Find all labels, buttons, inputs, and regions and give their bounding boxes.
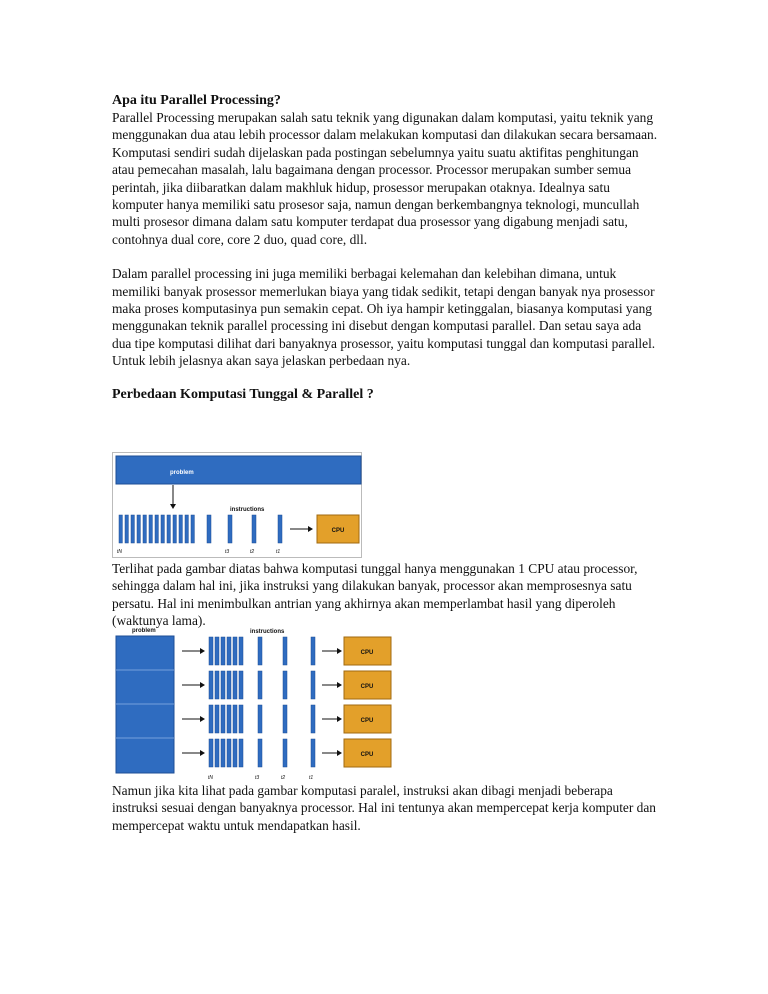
paragraph: Namun jika kita lihat pada gambar komputasi paralel, instruksi akan dibagi menjadi beberapa instruksi sesuai dengan banyaknya processor. Hal ini tentunya akan mempercepat kerja komputer dan mempercepat waktu untuk mendapatkan hasil. [112,783,657,833]
paragraph: Terlihat pada gambar diatas bahwa komputasi tunggal hanya menggunakan 1 CPU atau processor, sehingga dalam hal ini, jika instruksi yang dilakukan banyak, processor akan memprosesnya satu persatu. Hal ini menimbulkan antrian yang akhirnya akan memperlambat hasil yang diperoleh (waktunya lama). [112,561,638,629]
serial-computing-diagram [112,452,362,558]
cpu-label: CPU [331,528,345,534]
paragraph: Parallel Processing merupakan salah satu teknik yang digunakan dalam komputasi, yaitu teknik yang menggunakan dua atau lebih processor dalam melakukan komputasi dan dilakukan secara bersamaan. Komputasi sendiri sudah dijelaskan pada postingan sebelumnya yaitu suatu aktifitas penghitungan atau pemecahan masalah, lalu bagaimana dengan processor. Processor merupakan sumber semua perintah, jika diibaratkan dalam makhluk hidup, prosessor merupakan otaknya. Idealnya satu komputer hanya memiliki satu prosesor saja, namun dengan berkembangnya teknologi, muncullah multi prosesor dimana dalam satu komputer terdapat dua prosessor yang digabung menjadi satu, contohnya dual core, core 2 duo, quad core, dll. [112,110,658,247]
parallel-computing-diagram [112,626,402,782]
tick-label: tN [208,775,213,781]
tick-label: t3 [225,549,230,555]
document-page [112,92,660,403]
instructions-label: instructions [230,507,265,513]
problem-block [116,636,174,773]
tick-label: t1 [309,775,314,781]
problem-block [116,456,361,484]
tick-label: t3 [255,775,260,781]
problem-label: problem [170,470,194,476]
instructions-label: instructions [250,629,285,635]
tick-label: tN [117,549,122,555]
cpu-label: CPU [360,650,374,656]
tick-label: t1 [276,549,281,555]
section-heading: Apa itu Parallel Processing? [112,93,281,108]
paragraph: Dalam parallel processing ini juga memiliki berbagai kelemahan dan kelebihan dimana, untuk memiliki banyak prosessor memerlukan biaya yang tidak sedikit, tetapi dengan banyak nya prosessor maka proses komputasinya pun semakin cepat. Oh iya hampir ketinggalan, biasanya komputasi yang menggunakan teknik parallel processing ini disebut dengan komputasi parallel. Dan setau saya ada dua tipe komputasi dilihat dari banyaknya prosessor, yaitu komputasi tunggal dan komputasi parallel. Untuk lebih jelasnya akan saya jelaskan perbedaan nya. [112,266,656,369]
cpu-label: CPU [360,752,374,758]
cpu-label: CPU [360,684,374,690]
processor-row [182,637,391,665]
processor-row [182,705,391,733]
processor-row [182,739,391,767]
processor-row [182,671,391,699]
cpu-label: CPU [360,718,374,724]
section-heading: Perbedaan Komputasi Tunggal & Parallel ? [112,386,374,402]
tick-label: t2 [250,549,255,555]
tick-label: t2 [281,775,286,781]
problem-label: problem [132,628,156,634]
